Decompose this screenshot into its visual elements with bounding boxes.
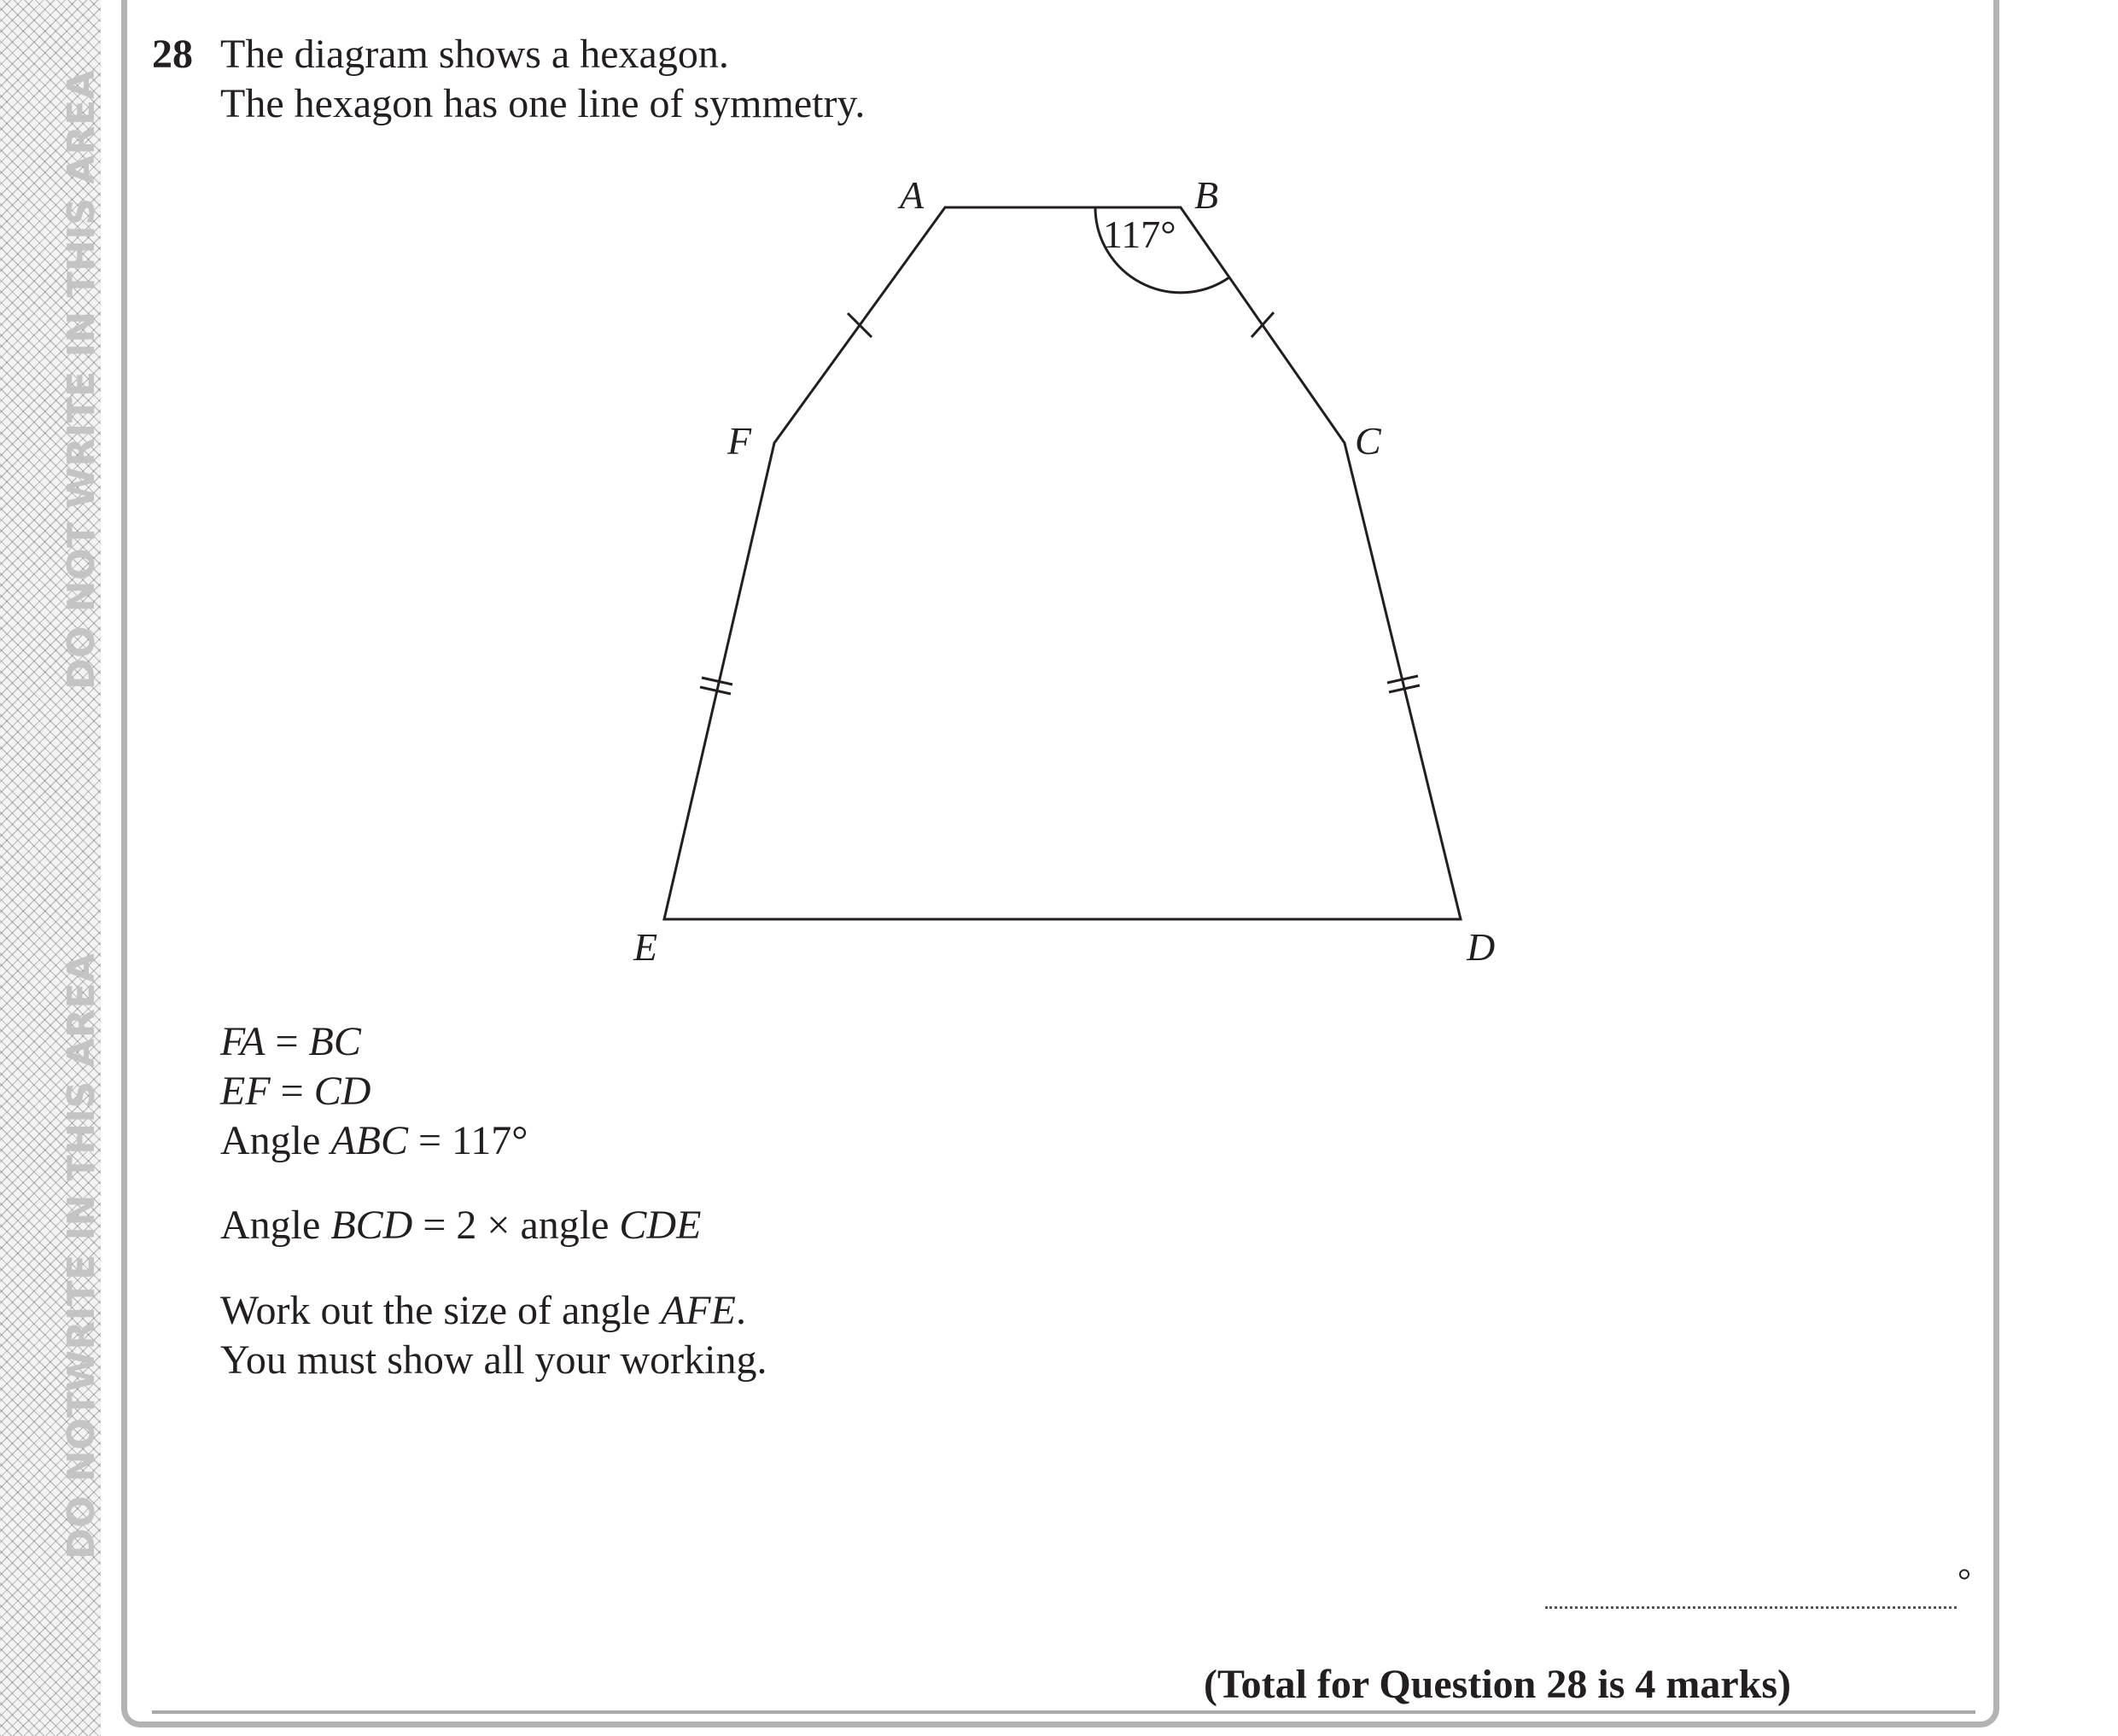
hexagon-outline xyxy=(664,207,1461,919)
do-not-write-label-top: DO NOT WRITE IN THIS AREA xyxy=(60,69,103,690)
instruction-suffix: . xyxy=(735,1288,746,1333)
instruction-line2: You must show all your working. xyxy=(220,1337,767,1383)
angle-name-cde: CDE xyxy=(619,1203,702,1248)
vertex-label-e: E xyxy=(633,925,658,969)
given-angle-bcd xyxy=(220,1205,701,1246)
angle-value: = 117° xyxy=(407,1118,528,1163)
given-fa-equals-bc xyxy=(220,1019,361,1064)
question-text-line1: The diagram shows a hexagon. xyxy=(220,32,729,77)
total-marks: (Total for Question 28 is 4 marks) xyxy=(1204,1662,1792,1707)
angle-name-bcd: BCD xyxy=(330,1203,413,1248)
question-number: 28 xyxy=(152,32,193,77)
vertex-label-c: C xyxy=(1355,419,1381,463)
equals-sign: = xyxy=(265,1019,309,1064)
given-angle-abc xyxy=(220,1118,528,1163)
vertex-label-f: F xyxy=(727,419,752,463)
instruction-prefix: Work out the size of angle xyxy=(220,1288,661,1333)
tick-mark-fa xyxy=(848,313,872,337)
angle-prefix: Angle xyxy=(220,1118,331,1163)
angle-label-117: 117° xyxy=(1103,213,1176,256)
segment-fa: FA xyxy=(220,1019,265,1064)
vertex-label-a: A xyxy=(900,173,925,217)
question-text-line2: The hexagon has one line of symmetry. xyxy=(220,81,866,126)
bottom-rule xyxy=(152,1710,1975,1714)
segment-cd: CD xyxy=(313,1069,371,1114)
angle-prefix: Angle xyxy=(220,1203,331,1248)
equals-sign: = xyxy=(270,1069,314,1114)
segment-ef: EF xyxy=(220,1069,271,1114)
answer-line[interactable] xyxy=(1545,1606,1957,1609)
given-ef-equals-cd xyxy=(220,1071,371,1112)
angle-name-abc: ABC xyxy=(330,1118,408,1163)
angle-name-afe: AFE xyxy=(660,1288,736,1333)
double-tick-ef-1 xyxy=(702,678,732,684)
vertex-label-b: B xyxy=(1194,173,1219,217)
angle-relation: = 2 × angle xyxy=(412,1203,620,1248)
do-not-write-label-bottom: DO NOTWRITE IN THIS AREA xyxy=(60,952,103,1559)
vertex-label-d: D xyxy=(1467,925,1496,969)
answer-degree-unit: ° xyxy=(1958,1561,1971,1599)
instruction-line1 xyxy=(220,1290,746,1331)
segment-bc: BC xyxy=(308,1019,361,1064)
